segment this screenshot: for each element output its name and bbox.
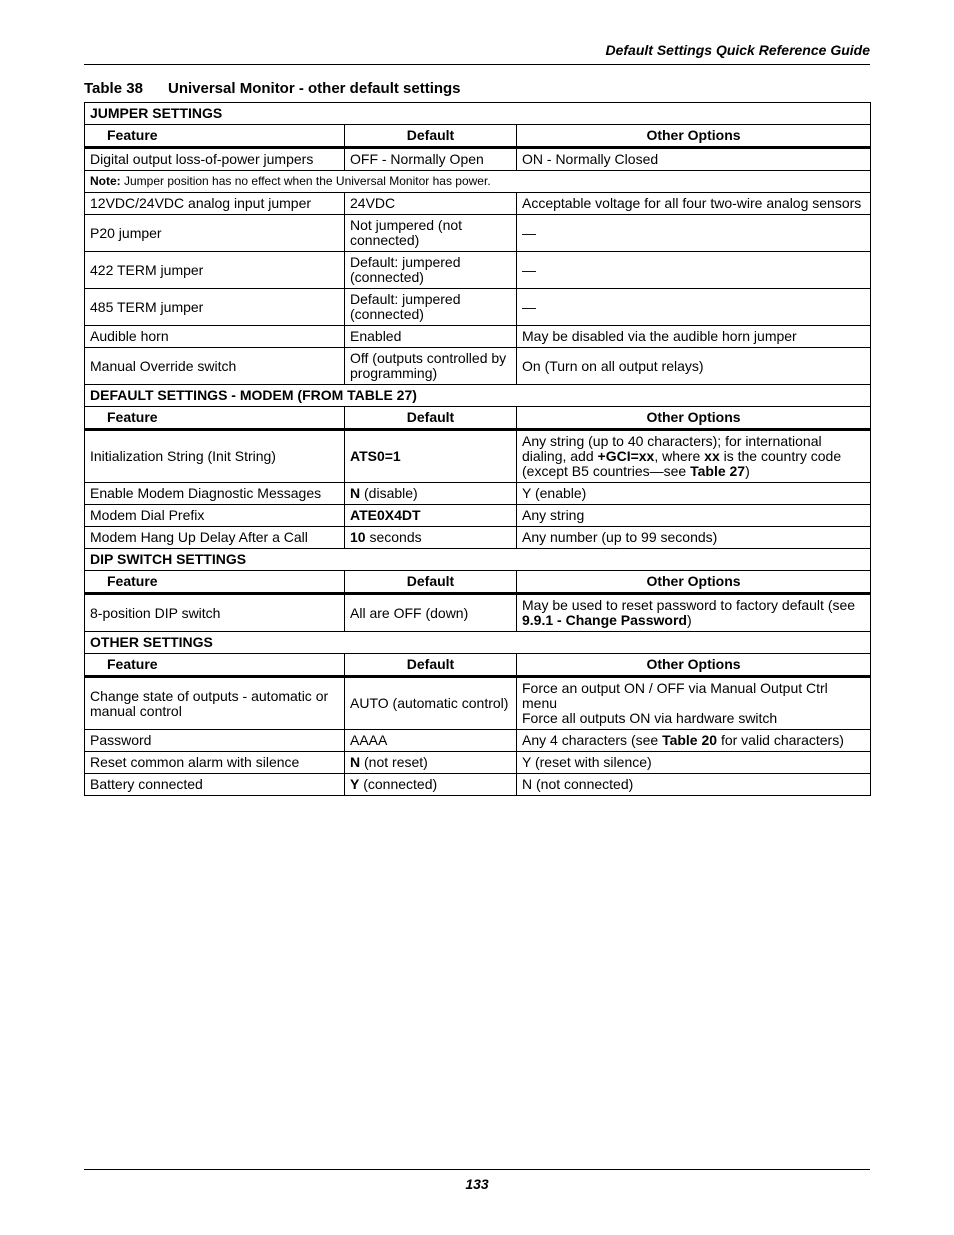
options-cell: — — [517, 252, 871, 289]
options-cell: — — [517, 289, 871, 326]
col-header-other-options: Other Options — [517, 654, 871, 677]
options-cell — [517, 677, 871, 730]
header-rule — [84, 64, 870, 65]
col-header-default: Default — [345, 654, 517, 677]
table-caption — [84, 80, 461, 97]
table-row — [85, 215, 871, 252]
feature-cell: Manual Override switch — [85, 348, 345, 385]
section-other-settings: OTHER SETTINGS — [85, 632, 871, 654]
options-cell: Any string — [517, 505, 871, 527]
running-header: Default Settings Quick Reference Guide — [605, 42, 870, 58]
options-cell: May be disabled via the audible horn jumper — [517, 326, 871, 348]
options-cell: Y (reset with silence) — [517, 752, 871, 774]
default-cell: Default: jumpered (connected) — [345, 289, 517, 326]
default-cell: AAAA — [345, 730, 517, 752]
settings-table — [84, 102, 871, 796]
table-row — [85, 148, 871, 171]
default-cell — [345, 505, 517, 527]
default-cell: 24VDC — [345, 193, 517, 215]
default-value: N — [350, 485, 361, 501]
feature-cell: Initialization String (Init String) — [85, 430, 345, 483]
feature-cell: P20 jumper — [85, 215, 345, 252]
options-cell: Y (enable) — [517, 483, 871, 505]
options-line: Force all outputs ON via hardware switch — [522, 710, 778, 726]
options-cell: Acceptable voltage for all four two-wire analog sensors — [517, 193, 871, 215]
options-code: +GCI=xx — [597, 448, 655, 464]
table-reference: Table 20 — [662, 732, 718, 748]
default-cell — [345, 483, 517, 505]
default-cell: Enabled — [345, 326, 517, 348]
table-row — [85, 326, 871, 348]
section-jumper-settings: JUMPER SETTINGS — [85, 103, 871, 125]
feature-cell: 485 TERM jumper — [85, 289, 345, 326]
default-note: (connected) — [359, 776, 438, 792]
default-note: seconds — [365, 529, 422, 545]
options-code: xx — [704, 448, 720, 464]
col-header-default: Default — [345, 571, 517, 594]
section-row — [85, 103, 871, 125]
feature-cell: Enable Modem Diagnostic Messages — [85, 483, 345, 505]
default-cell — [345, 774, 517, 796]
default-cell — [345, 752, 517, 774]
footer-rule — [84, 1169, 870, 1170]
column-header-row — [85, 571, 871, 594]
table-row — [85, 289, 871, 326]
table-row — [85, 774, 871, 796]
column-header-row — [85, 654, 871, 677]
default-cell: OFF - Normally Open — [345, 148, 517, 171]
table-title: Universal Monitor - other default settings — [168, 80, 461, 97]
default-value: Y — [350, 776, 360, 792]
options-text: Any string (up to 40 characters); for international dialing, add — [522, 433, 822, 464]
note-row — [85, 171, 871, 193]
options-cell — [517, 594, 871, 632]
table-row — [85, 348, 871, 385]
feature-cell: 12VDC/24VDC analog input jumper — [85, 193, 345, 215]
col-header-default: Default — [345, 125, 517, 148]
feature-cell: Change state of outputs - automatic or manual control — [85, 677, 345, 730]
options-cell: Any number (up to 99 seconds) — [517, 527, 871, 549]
section-modem-settings: DEFAULT SETTINGS - MODEM (FROM TABLE 27) — [85, 385, 871, 407]
options-text: for valid characters) — [717, 732, 844, 748]
default-note: (disable) — [360, 485, 418, 501]
col-header-feature: Feature — [85, 571, 345, 594]
default-cell — [345, 430, 517, 483]
table-row — [85, 430, 871, 483]
feature-cell: 422 TERM jumper — [85, 252, 345, 289]
col-header-other-options: Other Options — [517, 407, 871, 430]
feature-cell: Reset common alarm with silence — [85, 752, 345, 774]
note-text: Jumper position has no effect when the Universal Monitor has power. — [120, 174, 491, 188]
page-number: 133 — [465, 1176, 489, 1192]
default-cell: All are OFF (down) — [345, 594, 517, 632]
section-row — [85, 632, 871, 654]
options-text: ) — [686, 612, 692, 628]
table-number: Table 38 — [84, 80, 143, 97]
table-row — [85, 594, 871, 632]
options-cell — [517, 430, 871, 483]
feature-cell: Digital output loss-of-power jumpers — [85, 148, 345, 171]
feature-cell: Battery connected — [85, 774, 345, 796]
column-header-row — [85, 125, 871, 148]
default-cell: Default: jumpered (connected) — [345, 252, 517, 289]
options-text: Any 4 characters (see — [522, 732, 663, 748]
options-text: , where — [654, 448, 705, 464]
default-note: (not reset) — [360, 754, 428, 770]
default-value: ATE0X4DT — [350, 507, 421, 523]
default-cell: AUTO (automatic control) — [345, 677, 517, 730]
feature-cell: 8-position DIP switch — [85, 594, 345, 632]
section-dip-switch-settings: DIP SWITCH SETTINGS — [85, 549, 871, 571]
table-reference: Table 27 — [690, 463, 746, 479]
options-cell: ON - Normally Closed — [517, 148, 871, 171]
default-cell: Off (outputs controlled by programming) — [345, 348, 517, 385]
section-row — [85, 549, 871, 571]
note-cell — [85, 171, 871, 193]
col-header-other-options: Other Options — [517, 125, 871, 148]
col-header-feature: Feature — [85, 125, 345, 148]
default-value: N — [350, 754, 361, 770]
default-cell — [345, 527, 517, 549]
options-cell: — — [517, 215, 871, 252]
note-label: Note: — [90, 174, 121, 188]
col-header-default: Default — [345, 407, 517, 430]
default-value: ATS0=1 — [350, 448, 401, 464]
col-header-other-options: Other Options — [517, 571, 871, 594]
table-row — [85, 752, 871, 774]
options-text: is the country code (except B5 countries—see — [522, 448, 842, 479]
table-row — [85, 505, 871, 527]
column-header-row — [85, 407, 871, 430]
section-reference: 9.9.1 - Change Password — [522, 612, 687, 628]
default-value: 10 — [350, 529, 366, 545]
table-row — [85, 252, 871, 289]
feature-cell: Modem Hang Up Delay After a Call — [85, 527, 345, 549]
options-text: ) — [745, 463, 750, 479]
table-row — [85, 483, 871, 505]
table-row — [85, 193, 871, 215]
options-cell — [517, 730, 871, 752]
col-header-feature: Feature — [85, 654, 345, 677]
col-header-feature: Feature — [85, 407, 345, 430]
table-row — [85, 527, 871, 549]
feature-cell: Password — [85, 730, 345, 752]
section-row — [85, 385, 871, 407]
options-cell: On (Turn on all output relays) — [517, 348, 871, 385]
feature-cell: Audible horn — [85, 326, 345, 348]
table-row — [85, 677, 871, 730]
options-line: Force an output ON / OFF via Manual Output Ctrl menu — [522, 680, 828, 711]
options-text: May be used to reset password to factory default (see — [522, 597, 856, 613]
default-cell: Not jumpered (not connected) — [345, 215, 517, 252]
table-row — [85, 730, 871, 752]
feature-cell: Modem Dial Prefix — [85, 505, 345, 527]
options-cell: N (not connected) — [517, 774, 871, 796]
